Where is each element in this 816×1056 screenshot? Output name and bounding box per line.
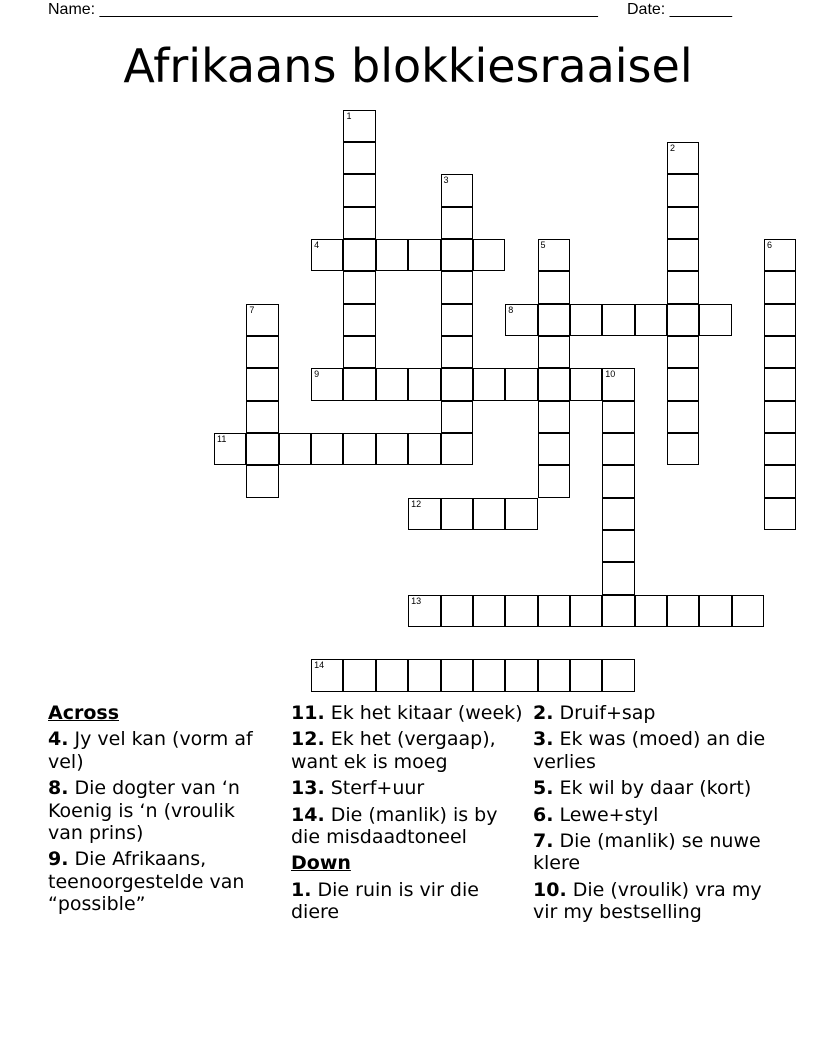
clue-number: 5.	[533, 777, 554, 800]
clue-text: Druif+sap	[553, 702, 656, 724]
across-clue	[48, 848, 273, 915]
crossword-cell[interactable]	[441, 174, 473, 206]
clue-number: 9	[314, 369, 320, 380]
crossword-cell[interactable]	[505, 368, 537, 400]
crossword-cell[interactable]	[602, 498, 634, 530]
crossword-cell[interactable]	[441, 239, 473, 271]
crossword-cell[interactable]	[246, 336, 278, 368]
down-clue	[533, 728, 773, 773]
crossword-cell[interactable]	[473, 595, 505, 627]
crossword-cell[interactable]	[311, 433, 343, 465]
clue-number: 7.	[533, 830, 554, 853]
crossword-cell[interactable]	[538, 239, 570, 271]
crossword-cell[interactable]	[441, 433, 473, 465]
clue-number: 5	[540, 239, 546, 250]
clue-number: 4.	[48, 728, 69, 751]
clue-number: 3	[443, 175, 449, 186]
crossword-cell[interactable]	[570, 304, 602, 336]
crossword-cell[interactable]	[570, 659, 602, 691]
crossword-cell[interactable]	[441, 207, 473, 239]
crossword-cell[interactable]	[214, 433, 246, 465]
crossword-cell[interactable]	[602, 433, 634, 465]
across-clue	[48, 777, 273, 844]
crossword-cell[interactable]	[343, 142, 375, 174]
crossword-cell[interactable]	[602, 368, 634, 400]
crossword-cell[interactable]	[408, 595, 440, 627]
crossword-cell[interactable]	[505, 498, 537, 530]
crossword-cell[interactable]	[602, 304, 634, 336]
crossword-cell[interactable]	[311, 659, 343, 691]
crossword-cell[interactable]	[667, 142, 699, 174]
across-clue	[291, 702, 523, 724]
crossword-cell[interactable]	[602, 401, 634, 433]
down-clue	[533, 879, 773, 924]
crossword-cell[interactable]	[764, 401, 796, 433]
down-clue	[533, 830, 773, 875]
crossword-cell[interactable]	[667, 239, 699, 271]
clue-text: Ek het (vergaap), want ek is moeg	[291, 728, 496, 773]
crossword-cell[interactable]	[343, 174, 375, 206]
crossword-cell[interactable]	[343, 659, 375, 691]
clue-number: 14.	[291, 803, 325, 826]
crossword-cell[interactable]	[408, 433, 440, 465]
crossword-cell[interactable]	[441, 304, 473, 336]
clue-number: 1	[346, 110, 352, 121]
down-clue-list	[291, 879, 523, 924]
crossword-cell[interactable]	[408, 498, 440, 530]
crossword-cell[interactable]	[764, 271, 796, 303]
clue-number: 2.	[533, 702, 554, 724]
crossword-cell[interactable]	[441, 659, 473, 691]
crossword-cell[interactable]	[441, 271, 473, 303]
crossword-cell[interactable]	[667, 368, 699, 400]
crossword-cell[interactable]	[343, 433, 375, 465]
crossword-cell[interactable]	[667, 207, 699, 239]
clue-number: 2	[669, 142, 675, 153]
crossword-cell[interactable]	[376, 433, 408, 465]
down-clue	[533, 804, 773, 826]
across-clue	[48, 728, 273, 773]
across-clue-list-continued	[291, 702, 523, 848]
crossword-cell[interactable]	[764, 368, 796, 400]
crossword-cell[interactable]	[538, 304, 570, 336]
clue-number: 4	[314, 239, 320, 250]
clue-number: 10	[605, 369, 616, 380]
crossword-cell[interactable]	[441, 336, 473, 368]
clue-number: 13	[411, 595, 422, 606]
clue-text: Die (vroulik) vra my vir my bestselling	[533, 878, 762, 924]
down-clue-list-continued	[533, 702, 773, 924]
crossword-cell[interactable]	[343, 110, 375, 142]
clue-text: Die (manlik) is by die misdaadtoneel	[291, 803, 498, 849]
crossword-cell[interactable]	[376, 239, 408, 271]
crossword-cell[interactable]	[246, 401, 278, 433]
crossword-cell[interactable]	[667, 336, 699, 368]
clue-number: 3.	[533, 728, 554, 751]
crossword-cell[interactable]	[343, 239, 375, 271]
crossword-cell[interactable]	[602, 659, 634, 691]
clue-number: 11	[217, 434, 227, 444]
crossword-cell[interactable]	[343, 368, 375, 400]
clue-text: Ek was (moed) an die verlies	[533, 728, 766, 773]
name-label: Name:	[48, 1, 96, 18]
crossword-cell[interactable]	[602, 465, 634, 497]
crossword-cell[interactable]	[667, 401, 699, 433]
crossword-cell[interactable]	[343, 271, 375, 303]
down-clue	[533, 777, 773, 799]
clue-number: 12.	[291, 728, 325, 751]
crossword-cell[interactable]	[538, 336, 570, 368]
crossword-cell[interactable]	[505, 659, 537, 691]
clue-number: 6.	[533, 803, 554, 826]
crossword-cell[interactable]	[473, 659, 505, 691]
crossword-cell[interactable]	[441, 595, 473, 627]
crossword-cell[interactable]	[376, 368, 408, 400]
crossword-cell[interactable]	[764, 304, 796, 336]
crossword-cell[interactable]	[408, 368, 440, 400]
clue-number: 9.	[48, 848, 69, 871]
crossword-cell[interactable]	[667, 304, 699, 336]
down-clue	[291, 879, 523, 924]
clue-text: Ek wil by daar (kort)	[553, 777, 752, 800]
clue-number: 8	[508, 304, 514, 315]
crossword-cell[interactable]	[246, 465, 278, 497]
across-clue	[291, 804, 523, 849]
crossword-cell[interactable]	[311, 239, 343, 271]
crossword-cell[interactable]	[376, 659, 408, 691]
crossword-cell[interactable]	[538, 401, 570, 433]
clue-number: 8.	[48, 777, 69, 800]
crossword-cell[interactable]	[764, 433, 796, 465]
crossword-cell[interactable]	[279, 433, 311, 465]
crossword-cell[interactable]	[538, 595, 570, 627]
down-heading: Down	[291, 852, 351, 875]
crossword-cell[interactable]	[538, 659, 570, 691]
crossword-cell[interactable]	[343, 336, 375, 368]
crossword-cell[interactable]	[408, 659, 440, 691]
across-clue-list	[48, 728, 273, 915]
clues-column-1	[48, 702, 273, 920]
crossword-cell[interactable]	[441, 368, 473, 400]
crossword-cell[interactable]	[764, 465, 796, 497]
across-heading: Across	[48, 702, 120, 724]
clue-text: Die ruin is vir die diere	[291, 878, 479, 924]
name-line: ________________________________________________________	[99, 1, 598, 18]
date-line: _______	[669, 1, 732, 18]
crossword-cell[interactable]	[667, 595, 699, 627]
crossword-cell[interactable]	[732, 595, 764, 627]
crossword-cell[interactable]	[311, 368, 343, 400]
crossword-cell[interactable]	[538, 271, 570, 303]
crossword-cell[interactable]	[667, 271, 699, 303]
crossword-cell[interactable]	[667, 174, 699, 206]
clue-number: 11.	[291, 702, 325, 724]
clue-text: Ek het kitaar (week)	[324, 702, 523, 724]
crossword-cell[interactable]	[667, 433, 699, 465]
crossword-cell[interactable]	[505, 595, 537, 627]
crossword-cell[interactable]	[538, 368, 570, 400]
crossword-cell[interactable]	[538, 465, 570, 497]
crossword-cell[interactable]	[246, 368, 278, 400]
clue-number: 10.	[533, 878, 567, 901]
crossword-cell[interactable]	[602, 530, 634, 562]
clue-text: Die Afrikaans, teenoorgestelde van “possible”	[48, 848, 245, 916]
clue-text: Die (manlik) se nuwe klere	[533, 830, 761, 875]
across-clue	[291, 728, 523, 773]
page-title: Afrikaans blokkiesraaisel	[123, 39, 693, 93]
crossword-cell[interactable]	[635, 304, 667, 336]
crossword-cell[interactable]	[570, 368, 602, 400]
crossword-cell[interactable]	[699, 595, 731, 627]
crossword-cell[interactable]	[764, 336, 796, 368]
crossword-cell[interactable]	[570, 595, 602, 627]
clue-number: 13.	[291, 777, 325, 800]
clue-text: Sterf+uur	[324, 777, 425, 800]
crossword-cell[interactable]	[343, 304, 375, 336]
crossword-cell[interactable]	[441, 401, 473, 433]
crossword-cell[interactable]	[602, 562, 634, 594]
clue-number: 1.	[291, 878, 312, 901]
clue-text: Die dogter van ‘n Koenig is ‘n (vroulik van prins)	[48, 777, 240, 845]
across-clue	[291, 777, 523, 799]
crossword-cell[interactable]	[505, 304, 537, 336]
clue-text: Lewe+styl	[553, 803, 659, 826]
crossword-cell[interactable]	[473, 368, 505, 400]
clues-column-3	[533, 702, 773, 928]
clue-number: 12	[411, 498, 422, 509]
crossword-cell[interactable]	[246, 304, 278, 336]
crossword-cell[interactable]	[408, 239, 440, 271]
clue-text: Jy vel kan (vorm af vel)	[48, 728, 253, 773]
crossword-cell[interactable]	[602, 595, 634, 627]
crossword-cell[interactable]	[473, 498, 505, 530]
clue-number: 7	[249, 304, 255, 315]
crossword-cell[interactable]	[538, 433, 570, 465]
crossword-cell[interactable]	[635, 595, 667, 627]
down-clue	[533, 702, 773, 724]
crossword-cell[interactable]	[473, 239, 505, 271]
crossword-cell[interactable]	[246, 433, 278, 465]
clues-column-2	[291, 702, 523, 928]
crossword-cell[interactable]	[764, 239, 796, 271]
crossword-cell[interactable]	[343, 207, 375, 239]
crossword-cell[interactable]	[441, 498, 473, 530]
crossword-cell[interactable]	[764, 498, 796, 530]
date-label: Date:	[627, 1, 666, 18]
clue-number: 6	[767, 239, 773, 250]
crossword-cell[interactable]	[699, 304, 731, 336]
clue-number: 14	[314, 660, 325, 671]
